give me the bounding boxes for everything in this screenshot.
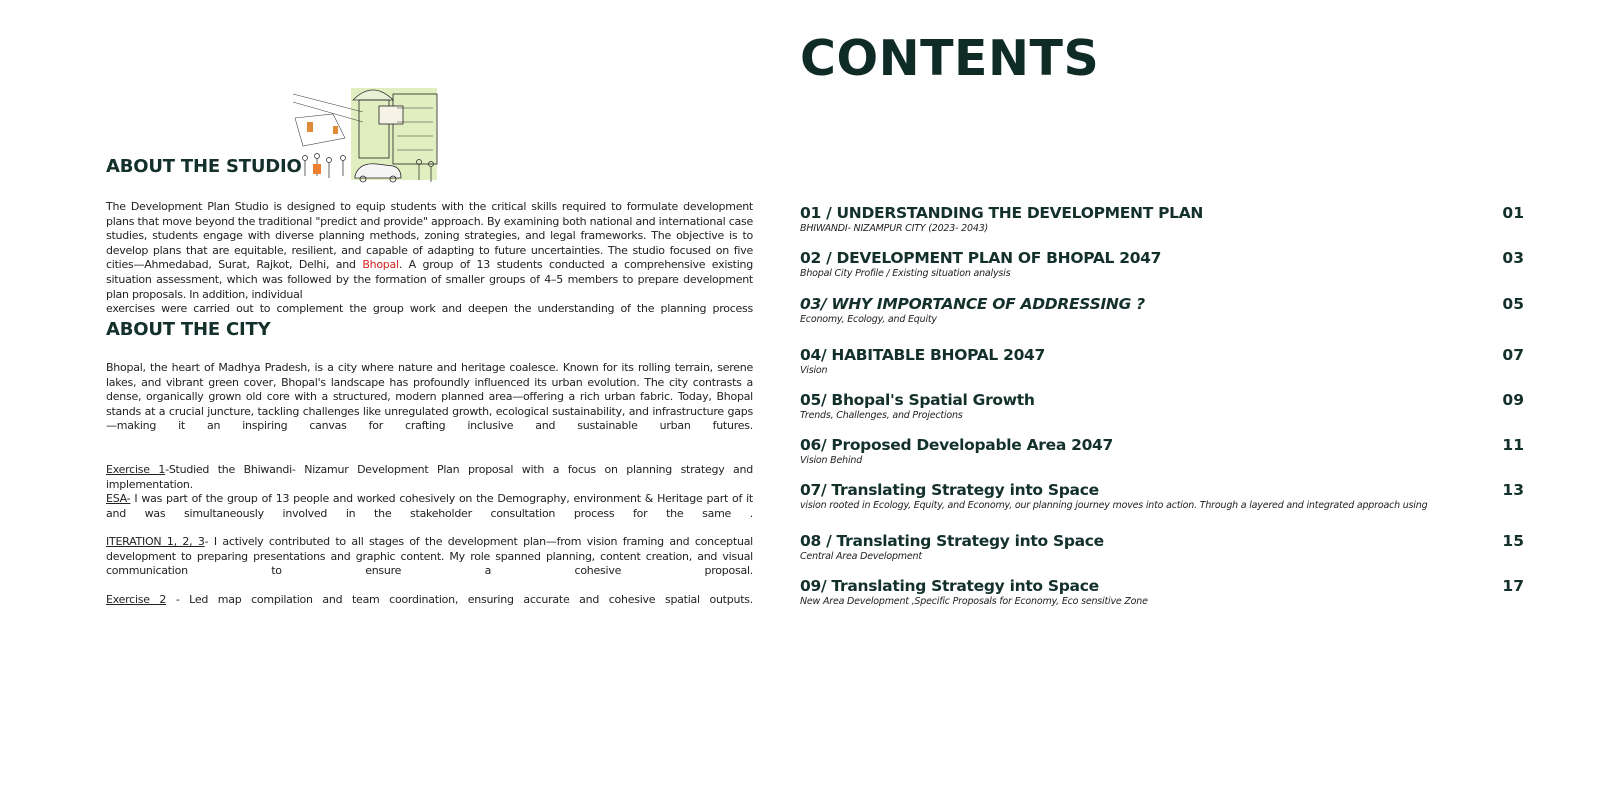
toc-item-subtitle: Trends, Challenges, and Projections bbox=[800, 410, 963, 421]
studio-text-part-3: exercises were carried out to complement the group work and deepen the understanding of the planning process bbox=[106, 302, 753, 316]
toc-item[interactable] bbox=[800, 391, 1524, 421]
toc-item-page: 03 bbox=[1502, 249, 1524, 267]
toc-item[interactable] bbox=[800, 295, 1524, 325]
toc-item-page: 01 bbox=[1502, 204, 1524, 222]
toc-item-title: 01 / UNDERSTANDING THE DEVELOPMENT PLAN bbox=[800, 204, 1204, 222]
studio-text-part-2: . A group of 13 students conducted a comprehensive existing situation assessment, which was followed by the formation of smaller groups of 4–5 members to prepare development plan proposals. In addition, individual bbox=[106, 258, 753, 301]
toc-item-subtitle: Economy, Ecology, and Equity bbox=[800, 314, 937, 325]
about-studio-paragraph bbox=[106, 200, 753, 317]
exercise-label: Exercise 2 bbox=[106, 593, 167, 606]
toc-item-page: 15 bbox=[1502, 532, 1524, 550]
toc-item-title: 05/ Bhopal's Spatial Growth bbox=[800, 391, 1035, 409]
toc-item-subtitle: Vision Behind bbox=[800, 455, 863, 466]
exercise-text: - I actively contributed to all stages of the development plan—from vision framing and conceptual development to preparing presentations and graphic content. My role spanned planning, content creation, and visual communication to ensure a cohesive proposal. bbox=[106, 535, 753, 578]
studio-text-part-1: The Development Plan Studio is designed to equip students with the critical skills required to formulate development plans that move beyond the traditional "predict and provide" approach. By examining both national and international case studies, students engage with diverse planning methods, zoning strategies, and legal frameworks. The objective is to develop plans that are equitable, resilient, and capable of adapting to future uncertainties. The studio focused on five cities—Ahmedabad, Surat, Rajkot, Delhi, and bbox=[106, 200, 753, 272]
toc-item-title: 04/ HABITABLE BHOPAL 2047 bbox=[800, 346, 1046, 364]
toc-item[interactable] bbox=[800, 204, 1524, 234]
toc-item-page: 17 bbox=[1502, 577, 1524, 595]
exercise-item bbox=[106, 463, 753, 492]
toc-item-page: 05 bbox=[1502, 295, 1524, 313]
contents-title: CONTENTS bbox=[800, 30, 1100, 87]
exercise-label: ITERATION 1, 2, 3 bbox=[106, 535, 205, 548]
exercise-text: -Studied the Bhiwandi- Nizamur Development Plan proposal with a focus on planning strategy and implementation. bbox=[106, 463, 753, 491]
toc-item-page: 09 bbox=[1502, 391, 1524, 409]
toc-item[interactable] bbox=[800, 532, 1524, 562]
exercise-text: - Led map compilation and team coordination, ensuring accurate and cohesive spatial outputs. bbox=[166, 593, 753, 606]
toc-item-page: 07 bbox=[1502, 346, 1524, 364]
exercise-text: I was part of the group of 13 people and worked cohesively on the Demography, environment & Heritage part of it and was simultaneously involved in the stakeholder consultation process for the same . bbox=[106, 492, 753, 520]
toc-item-title: 06/ Proposed Developable Area 2047 bbox=[800, 436, 1114, 454]
city-street-sketch-icon bbox=[293, 78, 446, 192]
toc-item-title: 03/ WHY IMPORTANCE OF ADDRESSING ? bbox=[800, 295, 1145, 313]
toc-item-title: 07/ Translating Strategy into Space bbox=[800, 481, 1099, 499]
toc-item-subtitle: New Area Development ,Specific Proposals for Economy, Eco sensitive Zone bbox=[800, 596, 1148, 607]
toc-item-title: 09/ Translating Strategy into Space bbox=[800, 577, 1099, 595]
about-city-paragraph: Bhopal, the heart of Madhya Pradesh, is a city where nature and heritage coalesce. Known for its rolling terrain, serene lakes, and vibrant green cover, Bhopal's landscape has profoundly influenced its urban evolution. The city contrasts a dense, organically grown old core with a structured, modern planned area—offering a rich urban fabric. Today, Bhopal stands at a crucial juncture, tackling challenges like unregulated growth, ecological sustainability, and infrastructure gaps—making it an inspiring canvas for crafting inclusive and sustainable urban futures. bbox=[106, 361, 753, 433]
toc-item[interactable] bbox=[800, 346, 1524, 376]
toc-item-subtitle: Bhopal City Profile / Existing situation analysis bbox=[800, 268, 1011, 279]
about-city-heading: ABOUT THE CITY bbox=[106, 319, 271, 340]
exercise-item bbox=[106, 535, 753, 579]
toc-item-title: 08 / Translating Strategy into Space bbox=[800, 532, 1104, 550]
exercise-label: ESA- bbox=[106, 492, 131, 505]
toc-item-subtitle: Vision bbox=[800, 365, 828, 376]
toc-item[interactable] bbox=[800, 249, 1524, 279]
bhopal-highlight: Bhopal bbox=[362, 258, 399, 272]
exercise-item bbox=[106, 593, 753, 608]
toc-item-page: 11 bbox=[1502, 436, 1524, 454]
exercise-label: Exercise 1 bbox=[106, 463, 166, 476]
toc-item-title: 02 / DEVELOPMENT PLAN OF BHOPAL 2047 bbox=[800, 249, 1162, 267]
toc-item[interactable] bbox=[800, 577, 1524, 607]
toc-item[interactable] bbox=[800, 436, 1524, 466]
toc-item-subtitle: vision rooted in Ecology, Equity, and Economy, our planning journey moves into action. Through a layered and integrated approach using bbox=[800, 500, 1428, 511]
exercise-item bbox=[106, 492, 753, 521]
about-studio-heading: ABOUT THE STUDIO bbox=[106, 156, 302, 177]
toc-item-subtitle: Central Area Development bbox=[800, 551, 922, 562]
toc-item[interactable] bbox=[800, 481, 1524, 511]
toc-item-subtitle: BHIWANDI- NIZAMPUR CITY (2023- 2043) bbox=[800, 223, 989, 234]
toc-item-page: 13 bbox=[1502, 481, 1524, 499]
